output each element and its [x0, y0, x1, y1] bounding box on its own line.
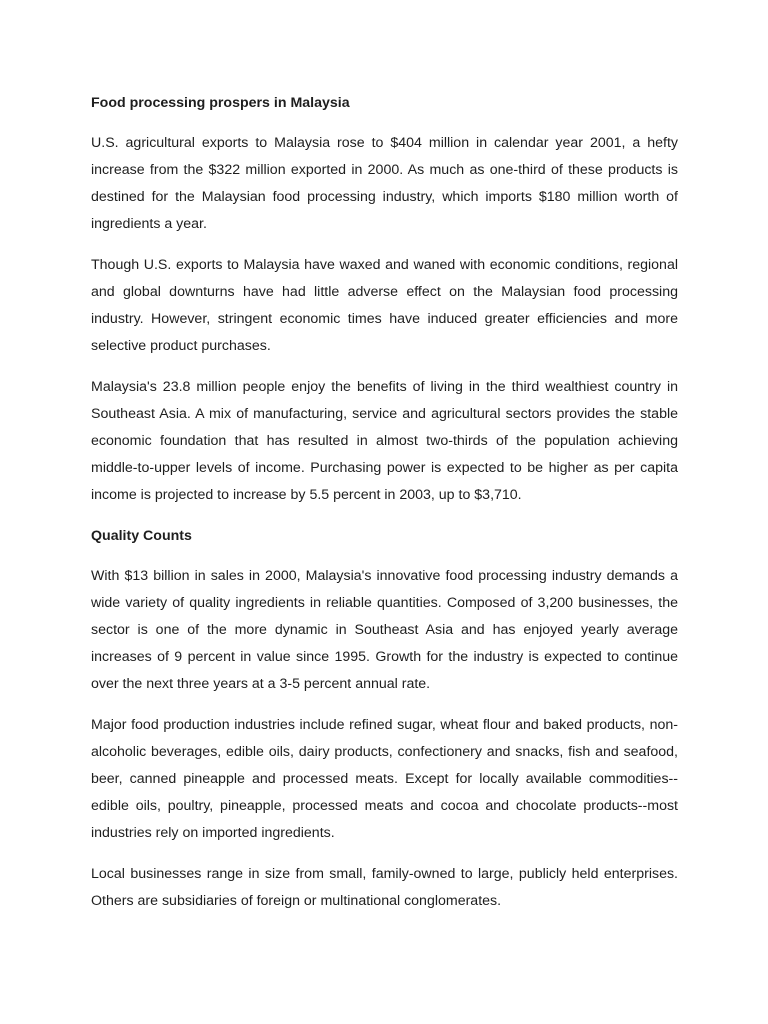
paragraph: U.S. agricultural exports to Malaysia rose to $404 million in calendar year 2001, a hefty increase from the $322 million exported in 2000. As much as one-third of these products is destined for the Malaysian food processing industry, which imports $180 million worth of ingredients a year.: [91, 135, 678, 232]
paragraph: Malaysia's 23.8 million people enjoy the benefits of living in the third wealthiest country in Southeast Asia. A mix of manufacturing, service and agricultural sectors provides the stable economic foundation that has resulted in almost two-thirds of the population achieving middle-to-upper levels of income. Purchasing power is expected to be higher as per capita income is projected to increase by 5.5 percent in 2003, up to $3,710.: [91, 379, 678, 503]
paragraph: With $13 billion in sales in 2000, Malaysia's innovative food processing industry demands a wide variety of quality ingredients in reliable quantities. Composed of 3,200 businesses, the sector is one of the more dynamic in Southeast Asia and has enjoyed yearly average increases of 9 percent in value since 1995. Growth for the industry is expected to continue over the next three years at a 3-5 percent annual rate.: [91, 568, 678, 692]
paragraph: Major food production industries include refined sugar, wheat flour and baked products, non-alcoholic beverages, edible oils, dairy products, confectionery and snacks, fish and seafood, beer, canned pineapple and processed meats. Except for locally available commodities--edible oils, poultry, pineapple, processed meats and cocoa and chocolate products--most industries rely on imported ingredients.: [91, 717, 678, 841]
paragraph: Local businesses range in size from small, family-owned to large, publicly held enterprises. Others are subsidiaries of foreign or multinational conglomerates.: [91, 866, 678, 909]
paragraph: Though U.S. exports to Malaysia have waxed and waned with economic conditions, regional and global downturns have had little adverse effect on the Malaysian food processing industry. However, stringent economic times have induced greater efficiencies and more selective product purchases.: [91, 257, 678, 354]
section-heading: Quality Counts: [91, 528, 192, 544]
document-title: Food processing prospers in Malaysia: [91, 95, 350, 111]
